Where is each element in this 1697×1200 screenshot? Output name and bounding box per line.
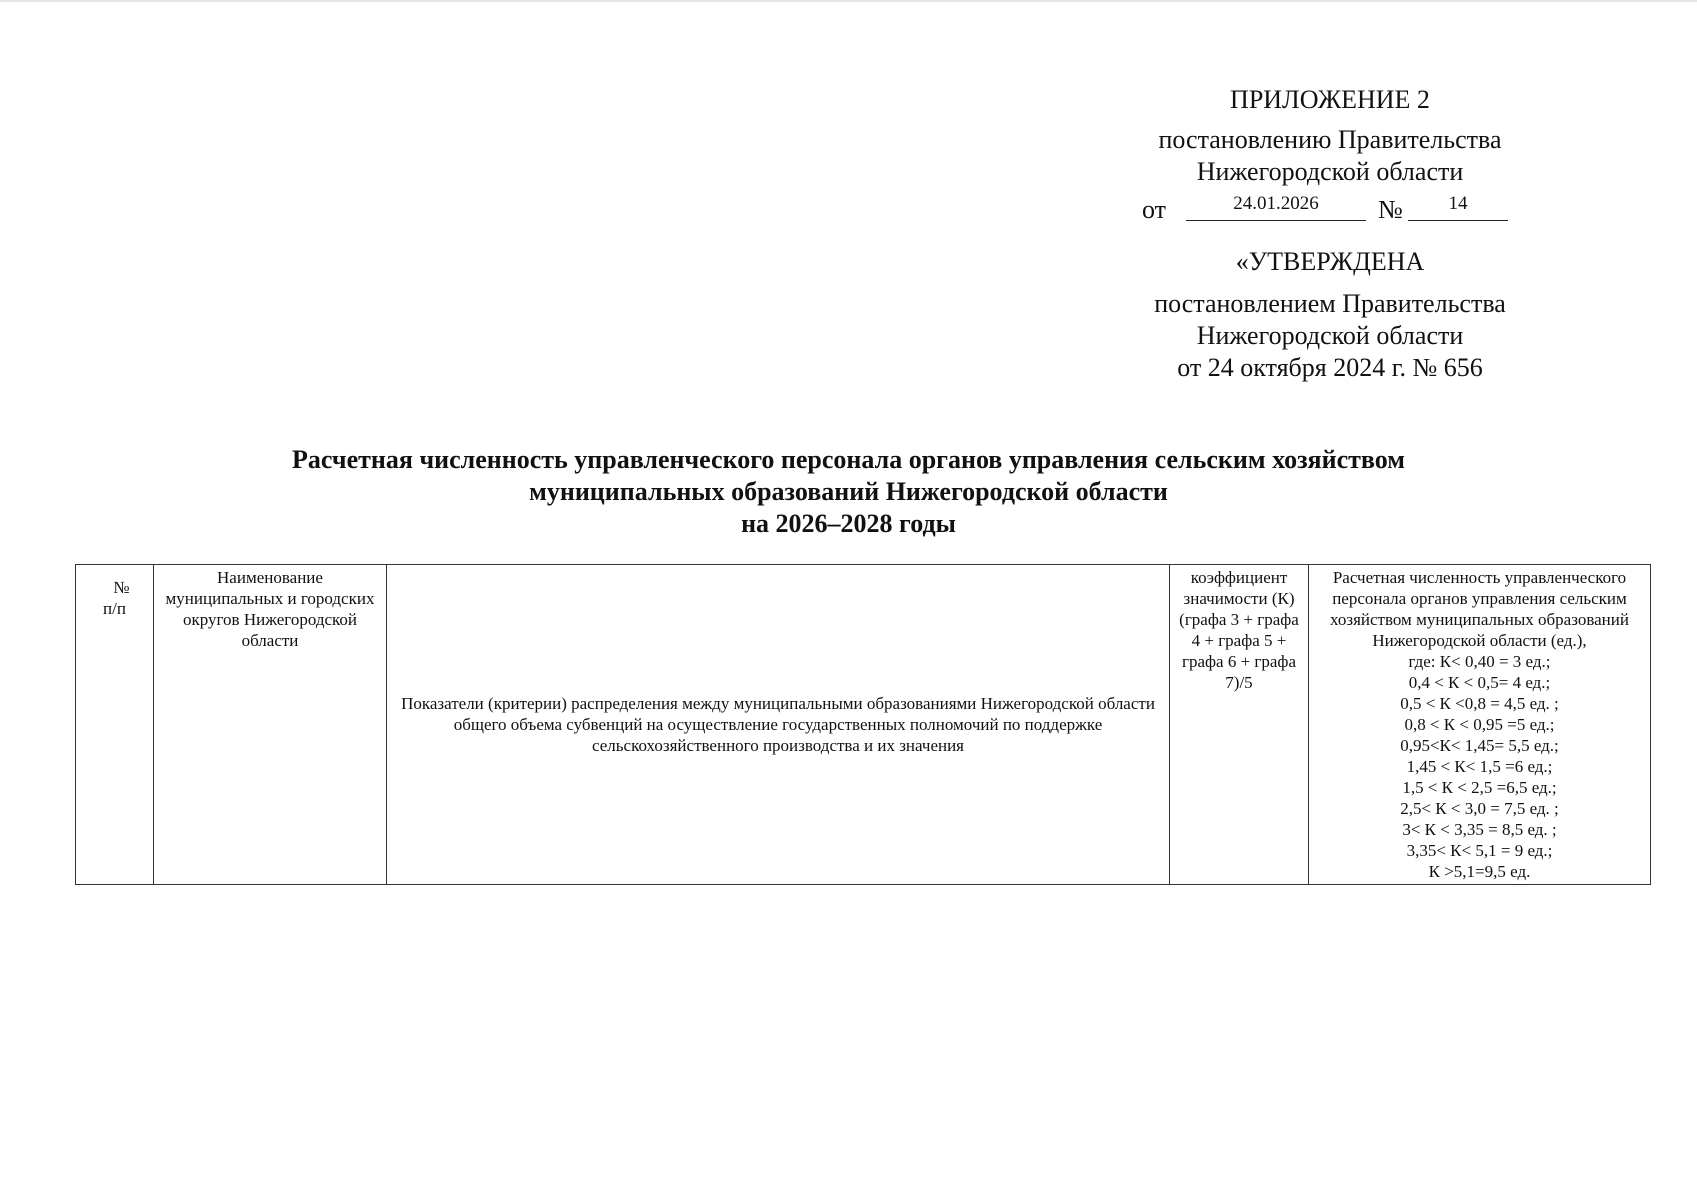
approved-date-line: от 24 октября 2024 г. № 656	[1177, 353, 1483, 382]
approved-title: «УТВЕРЖДЕНА	[1235, 247, 1425, 276]
appendix-title: ПРИЛОЖЕНИЕ 2	[1230, 85, 1430, 114]
document-title-line-1: Расчетная численность управленческого персонала органов управления сельским хозяйством	[292, 445, 1405, 474]
appendix-decree-line: постановлению Правительства	[1158, 125, 1502, 154]
staff-rule: 3,35< К< 5,1 = 9 ед.;	[1406, 841, 1553, 860]
header-name-cell: Наименование муниципальных и городских округов Нижегородской области	[154, 565, 387, 885]
approved-decree-line: постановлением Правительства	[1154, 289, 1506, 318]
page-top-edge	[0, 0, 1697, 2]
staff-rule: К >5,1=9,5 ед.	[1428, 862, 1531, 881]
header-staff-cell	[1309, 565, 1651, 885]
table-header-row	[76, 565, 1651, 885]
header-number-cell	[76, 565, 154, 885]
staff-rule: 0,4 < К < 0,5= 4 ед.;	[1408, 673, 1551, 692]
staff-rule: 0,5 < К <0,8 = 4,5 ед. ;	[1400, 694, 1559, 713]
document-title-line-2: муниципальных образований Нижегородской области	[529, 477, 1168, 506]
staff-intro: Расчетная численность управленческого персонала органов управления сельским хозяйством муниципальных образований Нижегородской области (ед.),	[1330, 568, 1629, 650]
staff-rule: 2,5< К < 3,0 = 7,5 ед. ;	[1400, 799, 1559, 818]
staff-rule: 0,95<К< 1,45= 5,5 ед.;	[1400, 736, 1559, 755]
document-title-line-3: на 2026–2028 годы	[741, 509, 956, 538]
header-number-sub: п/п	[103, 599, 126, 618]
staff-rule: где: К< 0,40 = 3 ед.;	[1408, 652, 1551, 671]
staff-rule: 3< К < 3,35 = 8,5 ед. ;	[1402, 820, 1557, 839]
appendix-region-line: Нижегородской области	[1196, 157, 1464, 186]
date-prefix: от	[1142, 195, 1167, 224]
decree-number-field: 14	[1408, 192, 1508, 221]
header-criteria-cell: Показатели (критерии) распределения между муниципальными образованиями Нижегородской области общего объема субвенций на осуществление государственных полномочий по поддержке сельскохозяйственного производства и их значения	[387, 565, 1170, 885]
staff-rule: 1,45 < К< 1,5 =6 ед.;	[1406, 757, 1553, 776]
appendix-date-line	[1110, 190, 1550, 224]
staff-rule: 0,8 < К < 0,95 =5 ед.;	[1404, 715, 1555, 734]
staff-rule: 1,5 < К < 2,5 =6,5 ед.;	[1402, 778, 1557, 797]
header-number-sign: №	[113, 578, 130, 597]
staffing-table	[75, 564, 1651, 885]
number-sign: №	[1378, 195, 1403, 224]
header-coefficient-cell: коэффициент значимости (К) (графа 3 + графа 4 + графа 5 + графа 6 + графа 7)/5	[1170, 565, 1309, 885]
appendix-header	[1110, 84, 1550, 384]
approved-region-line: Нижегородской области	[1196, 321, 1464, 350]
decree-date-field: 24.01.2026	[1186, 192, 1366, 221]
document-title	[60, 444, 1637, 540]
